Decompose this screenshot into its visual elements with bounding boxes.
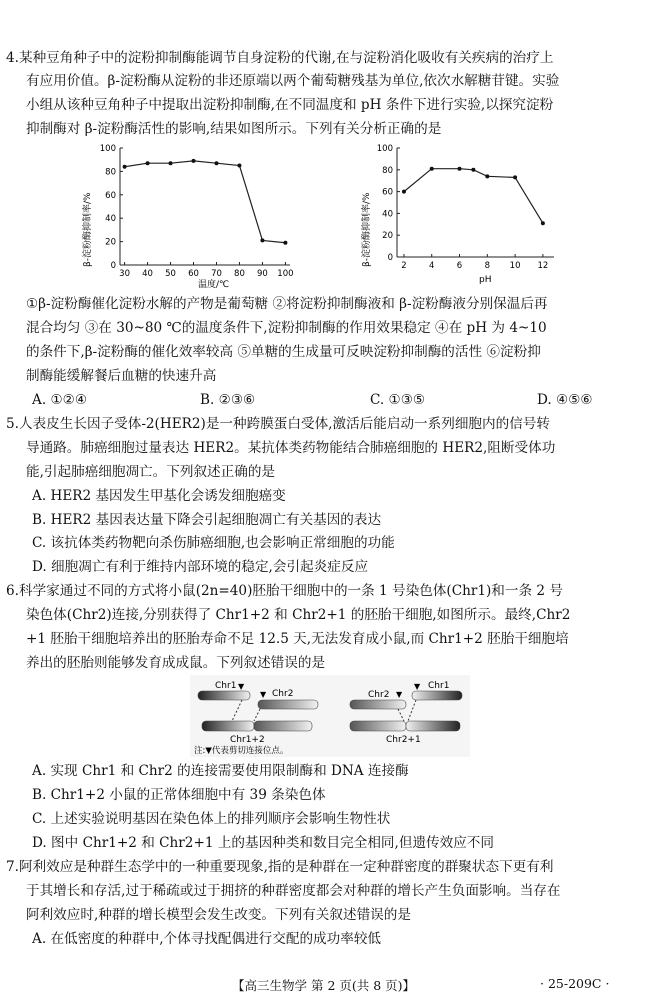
chr2-1-fused	[350, 721, 406, 731]
q7-option-a[interactable]: A. 在低密度的种群中,个体寻找配偶进行交配的成功率较低	[32, 931, 382, 947]
q5-line-1: 5.人表皮生长因子受体-2(HER2)是一种跨膜蛋白受体,激活后能启动一系列细胞内的信号转	[6, 416, 550, 432]
chr1-label-right: Chr1	[428, 681, 450, 691]
ph-xlabel: pH	[479, 275, 492, 285]
q6-option-a[interactable]: A. 实现 Chr1 和 Chr2 的连接需要使用限制酶和 DNA 连接酶	[32, 763, 409, 779]
y-tick-label: 60	[382, 187, 393, 198]
y-tick-label: 60	[105, 190, 116, 201]
chr2-label-left: Chr2	[272, 689, 294, 699]
data-point	[169, 161, 173, 165]
x-tick-label: 6	[456, 261, 463, 271]
cut-site-marker: ▼	[396, 690, 403, 699]
chr1-right	[412, 691, 462, 700]
temperature-series-line	[125, 161, 286, 243]
x-tick-label: 60	[188, 269, 199, 279]
cut-site-marker: ▼	[238, 682, 245, 691]
y-tick-label: 0	[387, 253, 393, 263]
chr2-left	[258, 700, 318, 709]
y-tick-label: 40	[382, 209, 393, 220]
x-tick-label: 70	[211, 269, 222, 279]
y-tick-label: 20	[382, 231, 393, 242]
x-tick-label: 8	[484, 261, 491, 271]
data-point	[260, 238, 264, 242]
temperature-chart-axes	[120, 148, 290, 265]
temperature-chart-ticks	[100, 144, 294, 279]
ph-ylabel: β-淀粉酶抑制率/%	[362, 192, 372, 267]
data-point	[458, 167, 462, 171]
q4-line-2: 有应用价值。β-淀粉酶从淀粉的非还原端以两个葡萄糖残基为单位,依次水解糖苷键。实验	[26, 73, 560, 89]
x-tick-label: 40	[142, 269, 153, 279]
y-tick-label: 0	[110, 261, 116, 271]
data-point	[430, 167, 434, 171]
q4-line-1: 4.某种豆角种子中的淀粉抑制酶能调节自身淀粉的代谢,在与淀粉消化吸收有关疾病的治疗上	[6, 50, 554, 66]
chr1-left	[198, 691, 250, 700]
q6-line-1: 6.科学家通过不同的方式将小鼠(2n=40)胚胎干细胞中的一条 1 号染色体(Chr1)和一条 2 号	[6, 583, 563, 599]
ph-chart-ticks	[377, 144, 549, 271]
q6-line-4: 养出的胚胎则能够发育成成鼠。下列叙述错误的是	[26, 655, 326, 671]
data-point	[214, 161, 218, 165]
chr2-right	[350, 700, 406, 709]
q7-line-2: 于其增长和存活,过于稀疏或过于拥挤的种群密度都会对种群的增长产生负面影响。当存在	[26, 883, 561, 899]
q4-option-b[interactable]: B. ②③⑥	[200, 392, 256, 408]
data-point	[237, 164, 241, 168]
data-point	[402, 190, 406, 194]
temperature-chart	[80, 140, 310, 290]
ph-series-line	[404, 169, 543, 224]
q4-statement-line-2: 混合均匀 ③在 30~80 ℃的温度条件下,淀粉抑制酶的作用效果稳定 ④在 pH 为 4~10	[26, 320, 547, 336]
y-tick-label: 20	[105, 237, 116, 248]
y-tick-label: 80	[105, 167, 116, 178]
q4-option-c[interactable]: C. ①③⑤	[370, 392, 426, 408]
data-point	[541, 221, 545, 225]
q7-line-1: 7.阿利效应是种群生态学中的一种重要现象,指的是种群在一定种群密度的群聚状态下更有利	[6, 859, 554, 875]
data-point	[146, 161, 150, 165]
x-tick-label: 30	[119, 269, 131, 279]
q7-line-3: 阿利效应时,种群的增长模型会发生改变。下列有关叙述错误的是	[26, 907, 411, 923]
y-tick-label: 100	[99, 144, 116, 154]
chr1-2-label: Chr1+2	[230, 735, 265, 745]
x-tick-label: 100	[277, 269, 294, 279]
q5-option-c[interactable]: C. 该抗体类药物靶向杀伤肺癌细胞,也会影响正常细胞的功能	[32, 535, 395, 551]
chr2-label-right: Chr2	[368, 690, 390, 700]
data-point	[192, 159, 196, 163]
footer-center: 【高三生物学 第 2 页(共 8 页)】	[232, 978, 416, 993]
data-point	[471, 168, 475, 172]
q4-statement-line-3: 的条件下,β-淀粉酶的催化效率较高 ⑤单糖的生成量可反映淀粉抑制酶的活性 ⑥淀粉抑	[26, 344, 541, 360]
q6-option-c[interactable]: C. 上述实验说明基因在染色体上的排列顺序会影响生物性状	[32, 811, 391, 827]
chr1-2-fused	[254, 721, 312, 731]
y-tick-label: 100	[376, 144, 393, 154]
q4-line-4: 抑制酶对 β-淀粉酶活性的影响,结果如图所示。下列有关分析正确的是	[26, 121, 442, 137]
data-point	[485, 174, 489, 178]
q4-statement-line-4: 制酶能缓解餐后血糖的快速升高	[26, 368, 217, 384]
figure-note: 注:▼代表剪切连接位点。	[194, 746, 289, 756]
q4-option-d[interactable]: D. ④⑤⑥	[537, 392, 593, 408]
data-point	[283, 241, 287, 245]
q5-option-b[interactable]: B. HER2 基因表达量下降会引起细胞凋亡有关基因的表达	[32, 512, 382, 528]
q5-option-a[interactable]: A. HER2 基因发生甲基化会诱发细胞癌变	[32, 488, 286, 504]
x-tick-label: 10	[509, 261, 521, 271]
q5-line-2: 导通路。肺癌细胞过量表达 HER2。某抗体类药物能结合肺癌细胞的 HER2,阻断受体功	[26, 440, 556, 456]
x-tick-label: 80	[234, 269, 245, 279]
ph-chart	[355, 140, 570, 290]
temperature-ylabel: β-淀粉酶抑制率/%	[83, 192, 93, 267]
q5-option-d[interactable]: D. 细胞凋亡有利于维持内部环境的稳定,会引起炎症反应	[32, 559, 369, 575]
chr2-1-fused	[406, 721, 460, 731]
q6-line-2: 染色体(Chr2)连接,分别获得了 Chr1+2 和 Chr2+1 的胚胎干细胞,如图所示。最终,Chr2	[26, 607, 571, 623]
q6-line-3: +1 胚胎干细胞培养出的胚胎寿命不足 12.5 天,无法发育成小鼠,而 Chr1+2 胚胎干细胞培	[26, 631, 569, 647]
x-tick-label: 2	[401, 261, 407, 271]
q4-option-a[interactable]: A. ①②④	[32, 392, 88, 408]
chr1-2-fused	[202, 721, 254, 731]
y-tick-label: 40	[105, 214, 116, 225]
x-tick-label: 50	[165, 269, 176, 279]
q4-statement-line-1: ①β-淀粉酶催化淀粉水解的产物是葡萄糖 ②将淀粉抑制酶液和 β-淀粉酶液分别保温后再	[26, 296, 548, 312]
footer-right: · 25-209C ·	[540, 976, 610, 991]
q6-option-b[interactable]: B. Chr1+2 小鼠的正常体细胞中有 39 条染色体	[32, 787, 326, 803]
q5-line-3: 能,引起肺癌细胞凋亡。下列叙述正确的是	[26, 464, 276, 480]
data-point	[123, 165, 127, 169]
chromosome-figure	[190, 675, 470, 757]
data-point	[513, 175, 517, 179]
x-tick-label: 12	[537, 261, 549, 271]
cut-site-marker: ▼	[260, 690, 267, 699]
q6-option-d[interactable]: D. 图中 Chr1+2 和 Chr2+1 上的基因种类和数目完全相同,但遗传效应不同	[32, 835, 494, 851]
temperature-xlabel: 温度/℃	[198, 280, 230, 290]
x-tick-label: 90	[257, 269, 268, 279]
chr1-label-left: Chr1	[215, 681, 237, 691]
cut-site-marker: ▼	[414, 682, 421, 691]
q4-line-3: 小组从该种豆角种子中提取出淀粉抑制酶,在不同温度和 pH 条件下进行实验,以探究淀粉	[26, 97, 554, 113]
y-tick-label: 80	[382, 165, 393, 176]
chr2-1-label: Chr2+1	[386, 735, 421, 745]
x-tick-label: 4	[429, 261, 435, 271]
